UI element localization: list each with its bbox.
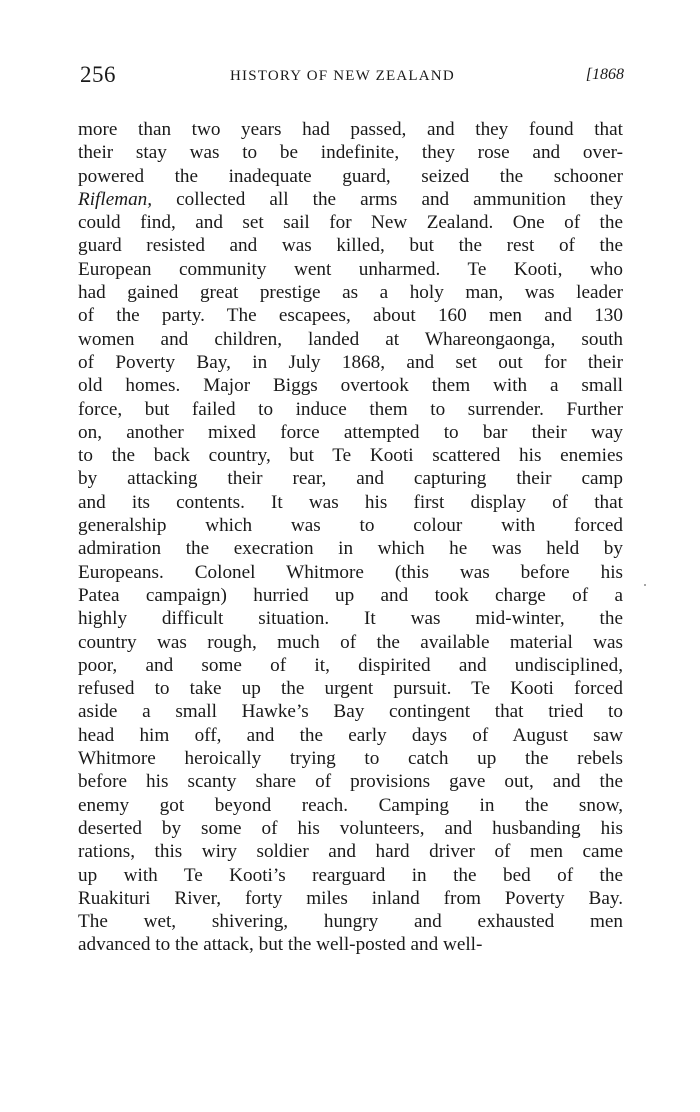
text-line: rations, this wiry soldier and hard driver of men came [78,841,623,863]
text-line: on, another mixed force attempted to bar their way [78,421,623,443]
text-line: admiration the execration in which he was held by [78,538,623,560]
print-speck [644,584,646,586]
text-line: country was rough, much of the available material was [78,631,623,653]
text-line: of the party. The escapees, about 160 men and 130 [78,305,623,327]
text-line: and its contents. It was his first display of that [78,491,623,513]
text-line: had gained great prestige as a holy man, was leader [78,282,623,304]
text-line: Patea campaign) hurried up and took charge of a [78,584,623,606]
text-line: powered the inadequate guard, seized the schooner [78,165,623,187]
text-line: Europeans. Colonel Whitmore (this was before his [78,561,623,583]
text-line: refused to take up the urgent pursuit. Te Kooti forced [78,678,623,700]
text-line: Whitmore heroically trying to catch up the rebels [78,748,623,770]
text-line: to the back country, but Te Kooti scattered his enemies [78,445,623,467]
text-line: of Poverty Bay, in July 1868, and set out for their [78,351,623,373]
text-line: generalship which was to colour with forced [78,515,623,537]
text-line: force, but failed to induce them to surrender. Further [78,398,623,420]
text-line: deserted by some of his volunteers, and husbanding his [78,817,623,839]
text-line: Ruakituri River, forty miles inland from Poverty Bay. [78,887,623,909]
text-line: up with Te Kooti’s rearguard in the bed of the [78,864,623,886]
text-line: women and children, landed at Whareongaonga, south [78,328,623,350]
text-line: enemy got beyond reach. Camping in the snow, [78,794,623,816]
text-line: poor, and some of it, dispirited and undisciplined, [78,654,623,676]
text-line: highly difficult situation. It was mid-winter, the [78,608,623,630]
body-text [78,118,623,957]
text-line: aside a small Hawke’s Bay contingent that tried to [78,701,623,723]
page-number: 256 [80,62,116,87]
text-line: advanced to the attack, but the well-posted and well- [78,934,483,956]
text-line: could find, and set sail for New Zealand. One of the [78,212,623,234]
page-header [80,62,624,92]
year-marker: [1868 [585,66,624,83]
text-line [78,188,623,211]
running-title: HISTORY OF NEW ZEALAND [230,68,455,84]
ship-name: Rifleman, [78,188,153,210]
text-line: head him off, and the early days of August saw [78,724,623,746]
text-line: before his scanty share of provisions gave out, and the [78,771,623,793]
text-line-rest: collected all the arms and ammunition they [152,188,623,210]
text-line: guard resisted and was killed, but the rest of the [78,235,623,257]
text-line: their stay was to be indefinite, they rose and over- [78,142,623,164]
text-line: by attacking their rear, and capturing their camp [78,468,623,490]
text-line: The wet, shivering, hungry and exhausted men [78,911,623,933]
text-line: more than two years had passed, and they found that [78,119,623,140]
text-line: old homes. Major Biggs overtook them with a small [78,375,623,397]
text-line: European community went unharmed. Te Kooti, who [78,258,623,280]
